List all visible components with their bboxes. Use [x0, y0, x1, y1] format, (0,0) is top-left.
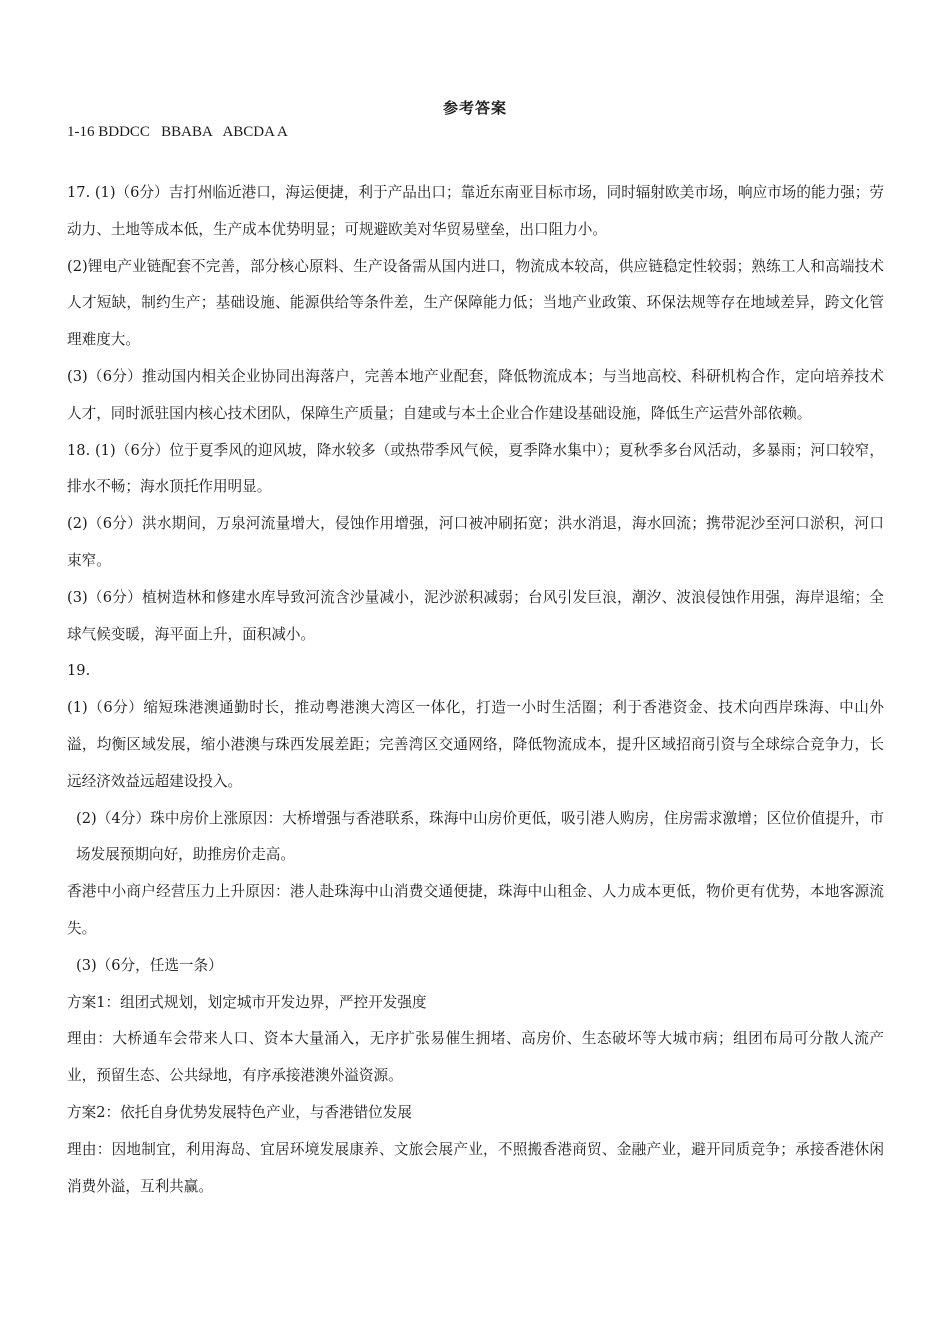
answer-paragraph: (3)（6分，任选一条） [76, 956, 223, 974]
answer-paragraph: (3)（6分）推动国内相关企业协同出海落户，完善本地产业配套，降低物流成本；与当地高校、科研机构合作，定向培养技术人才，同时派驻国内核心技术团队，保障生产质量；自建或与本土企业合作建设基础设施，降低生产运营外部依赖。 [67, 367, 884, 422]
page-title: 参考答案 [442, 99, 507, 117]
plan-heading: 方案1：组团式规划，划定城市开发边界，严控开发强度 [67, 993, 427, 1011]
plan-reason: 理由：大桥通车会带来人口、资本大量涌入，无序扩张易催生拥堵、高房价、生态破坏等大城市病；组团布局可分散人流产业，预留生态、公共绿地，有序承接港澳外溢资源。 [67, 1030, 884, 1085]
answer-paragraph: (3)（6分）植树造林和修建水库导致河流含沙量减小，泥沙淤积减弱；台风引发巨浪，潮汐、波浪侵蚀作用强，海岸退缩；全球气候变暖，海平面上升，面积减小。 [67, 588, 884, 643]
answer-paragraph: 17. (1)（6分）吉打州临近港口，海运便捷，利于产品出口；靠近东南亚目标市场，同时辐射欧美市场，响应市场的能力强；劳动力、土地等成本低，生产成本优势明显；可规避欧美对华贸易壁垒，出口阻力小。 [67, 184, 884, 238]
answer-paragraph: 香港中小商户经营压力上升原因：港人赴珠海中山消费交通便捷，珠海中山租金、人力成本更低，物价更有优势，本地客源流失。 [67, 883, 884, 937]
multiple-choice-answers: 1-16 BDDCC BBABA ABCDA A [67, 124, 288, 140]
answer-paragraph: (2)（4分）珠中房价上涨原因：大桥增强与香港联系，珠海中山房价更低，吸引港人购房，住房需求激增；区位价值提升，市场发展预期向好，助推房价走高。 [76, 809, 884, 864]
answer-paragraph: (2)锂电产业链配套不完善，部分核心原料、生产设备需从国内进口，物流成本较高，供应链稳定性较弱；熟练工人和高端技术人才短缺，制约生产；基础设施、能源供给等条件差，生产保障能力低；当地产业政策、环保法规等存在地域差异，跨文化管理难度大。 [67, 257, 884, 349]
question-number: 19. [67, 662, 91, 680]
answer-paragraph: 18. (1)（6分）位于夏季风的迎风坡，降水较多（或热带季风气候，夏季降水集中）；夏秋季多台风活动，多暴雨；河口较窄，排水不畅；海水顶托作用明显。 [67, 441, 884, 496]
answer-body [67, 175, 884, 1205]
plan-heading: 方案2：依托自身优势发展特色产业，与香港错位发展 [67, 1103, 412, 1121]
answer-paragraph: (1)（6分）缩短珠港澳通勤时长，推动粤港澳大湾区一体化，打造一小时生活圈；利于香港资金、技术向西岸珠海、中山外溢，均衡区域发展，缩小港澳与珠西发展差距；完善湾区交通网络，降低物流成本，提升区域招商引资与全球综合竞争力，长远经济效益远超建设投入。 [67, 699, 884, 790]
plan-reason: 理由：因地制宜，利用海岛、宜居环境发展康养、文旅会展产业，不照搬香港商贸、金融产业，避开同质竞争；承接香港休闲消费外溢，互利共赢。 [67, 1140, 884, 1195]
answer-paragraph: (2)（6分）洪水期间，万泉河流量增大，侵蚀作用增强，河口被冲刷拓宽；洪水消退，海水回流；携带泥沙至河口淤积，河口束窄。 [67, 515, 884, 569]
